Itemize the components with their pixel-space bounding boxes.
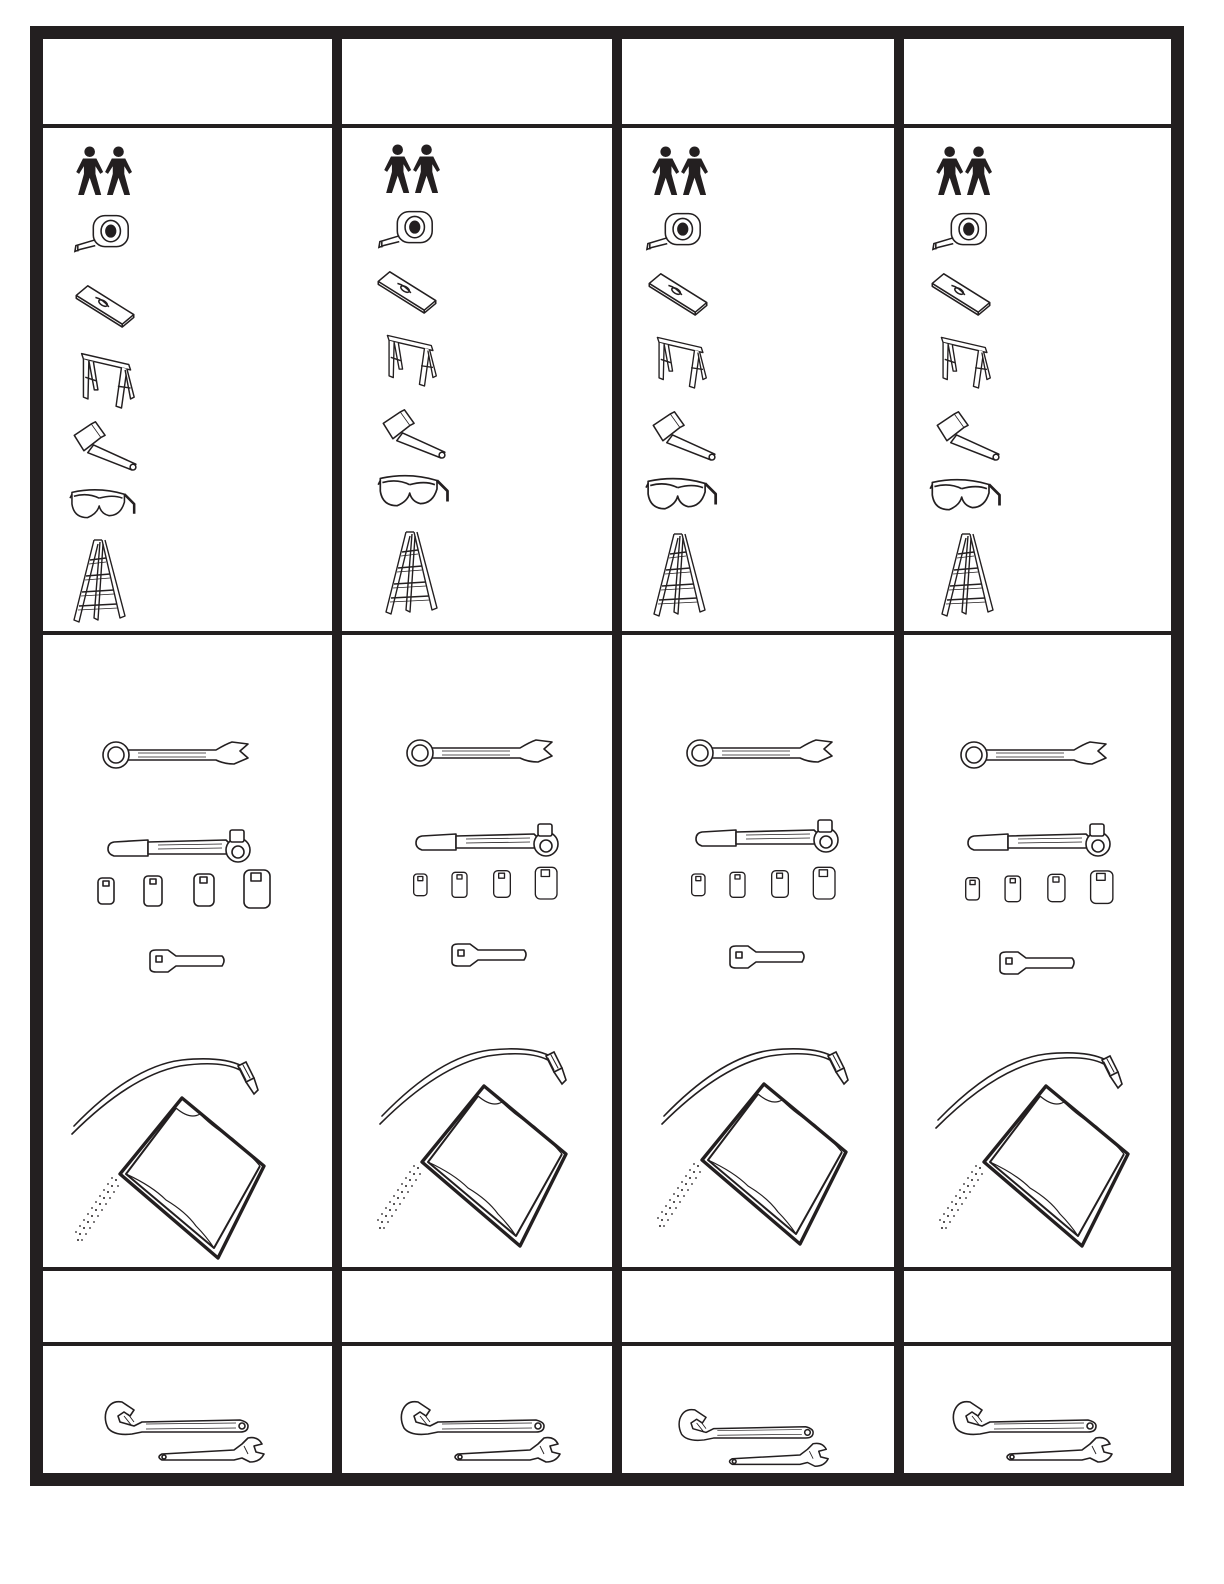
sawhorse-icon bbox=[657, 337, 706, 388]
general-tools-panel bbox=[646, 146, 716, 616]
assembly-tools-panel bbox=[98, 742, 270, 972]
tape-measure-icon bbox=[75, 216, 128, 252]
air-hose-icon bbox=[380, 1049, 566, 1124]
adjustable-wrench-pair-icon bbox=[953, 1402, 1112, 1462]
socket-extension-icon bbox=[150, 950, 224, 972]
column-1 bbox=[70, 146, 270, 1462]
mallet-icon bbox=[74, 422, 136, 470]
sawhorse-icon bbox=[941, 337, 990, 388]
install-tools-panel bbox=[934, 1053, 1128, 1246]
air-hose-icon bbox=[936, 1053, 1122, 1128]
install-tools-panel bbox=[70, 1059, 264, 1258]
stepladder-icon bbox=[942, 534, 993, 616]
drop-cloth-icon bbox=[372, 1086, 566, 1246]
mallet-icon bbox=[937, 412, 999, 460]
socket-set-icon bbox=[966, 871, 1113, 904]
socket-extension-icon bbox=[730, 946, 804, 968]
ratchet-icon bbox=[108, 830, 250, 862]
sawhorse-icon bbox=[387, 335, 436, 386]
safety-glasses-icon bbox=[378, 476, 447, 506]
row-dividers bbox=[36, 124, 1178, 1346]
stepladder-icon bbox=[386, 532, 437, 614]
level-icon bbox=[649, 274, 707, 315]
general-tools-panel bbox=[70, 146, 136, 622]
tape-measure-icon bbox=[933, 214, 986, 250]
level-icon bbox=[378, 272, 436, 313]
adjustable-wrench-pair-icon bbox=[401, 1402, 560, 1462]
sawhorse-icon bbox=[82, 354, 135, 408]
two-person-icon bbox=[76, 146, 132, 195]
mallet-icon bbox=[383, 410, 445, 458]
safety-glasses-icon bbox=[646, 479, 716, 509]
socket-set-icon bbox=[414, 867, 557, 899]
general-tools-panel bbox=[378, 144, 447, 614]
general-tools-panel bbox=[930, 146, 999, 616]
two-person-icon bbox=[936, 146, 992, 195]
install-tools-panel bbox=[652, 1049, 848, 1244]
ratchet-icon bbox=[968, 824, 1110, 856]
assembly-tools-panel bbox=[687, 740, 838, 968]
two-person-icon bbox=[652, 146, 708, 195]
socket-extension-icon bbox=[1000, 952, 1074, 974]
stepladder-icon bbox=[654, 534, 705, 616]
safety-glasses-icon bbox=[930, 480, 999, 510]
two-person-icon bbox=[384, 144, 440, 193]
ratchet-icon bbox=[416, 824, 558, 856]
adjustable-wrench-pair-icon bbox=[679, 1410, 828, 1467]
socket-extension-icon bbox=[452, 944, 526, 966]
combination-wrench-icon bbox=[687, 740, 832, 766]
column-2 bbox=[372, 144, 566, 1462]
assembly-tools-panel bbox=[407, 740, 558, 966]
stepladder-icon bbox=[74, 540, 125, 622]
assembly-tools-panel bbox=[961, 742, 1113, 974]
tape-measure-icon bbox=[379, 212, 432, 248]
adjustable-wrench-pair-icon bbox=[105, 1402, 264, 1462]
safety-glasses-icon bbox=[70, 490, 134, 518]
drop-cloth-icon bbox=[934, 1086, 1128, 1246]
drop-cloth-icon bbox=[652, 1084, 846, 1244]
level-icon bbox=[76, 286, 134, 327]
socket-set-icon bbox=[98, 870, 270, 908]
ratchet-icon bbox=[696, 820, 838, 852]
combination-wrench-icon bbox=[407, 740, 552, 766]
level-icon bbox=[932, 274, 990, 315]
air-hose-icon bbox=[662, 1049, 848, 1124]
combination-wrench-icon bbox=[103, 742, 248, 768]
combination-wrench-icon bbox=[961, 742, 1106, 768]
mallet-icon bbox=[653, 412, 715, 460]
tape-measure-icon bbox=[647, 214, 700, 250]
install-tools-panel bbox=[372, 1049, 566, 1246]
socket-set-icon bbox=[692, 867, 835, 899]
drop-cloth-icon bbox=[70, 1098, 264, 1258]
column-4 bbox=[930, 146, 1128, 1462]
